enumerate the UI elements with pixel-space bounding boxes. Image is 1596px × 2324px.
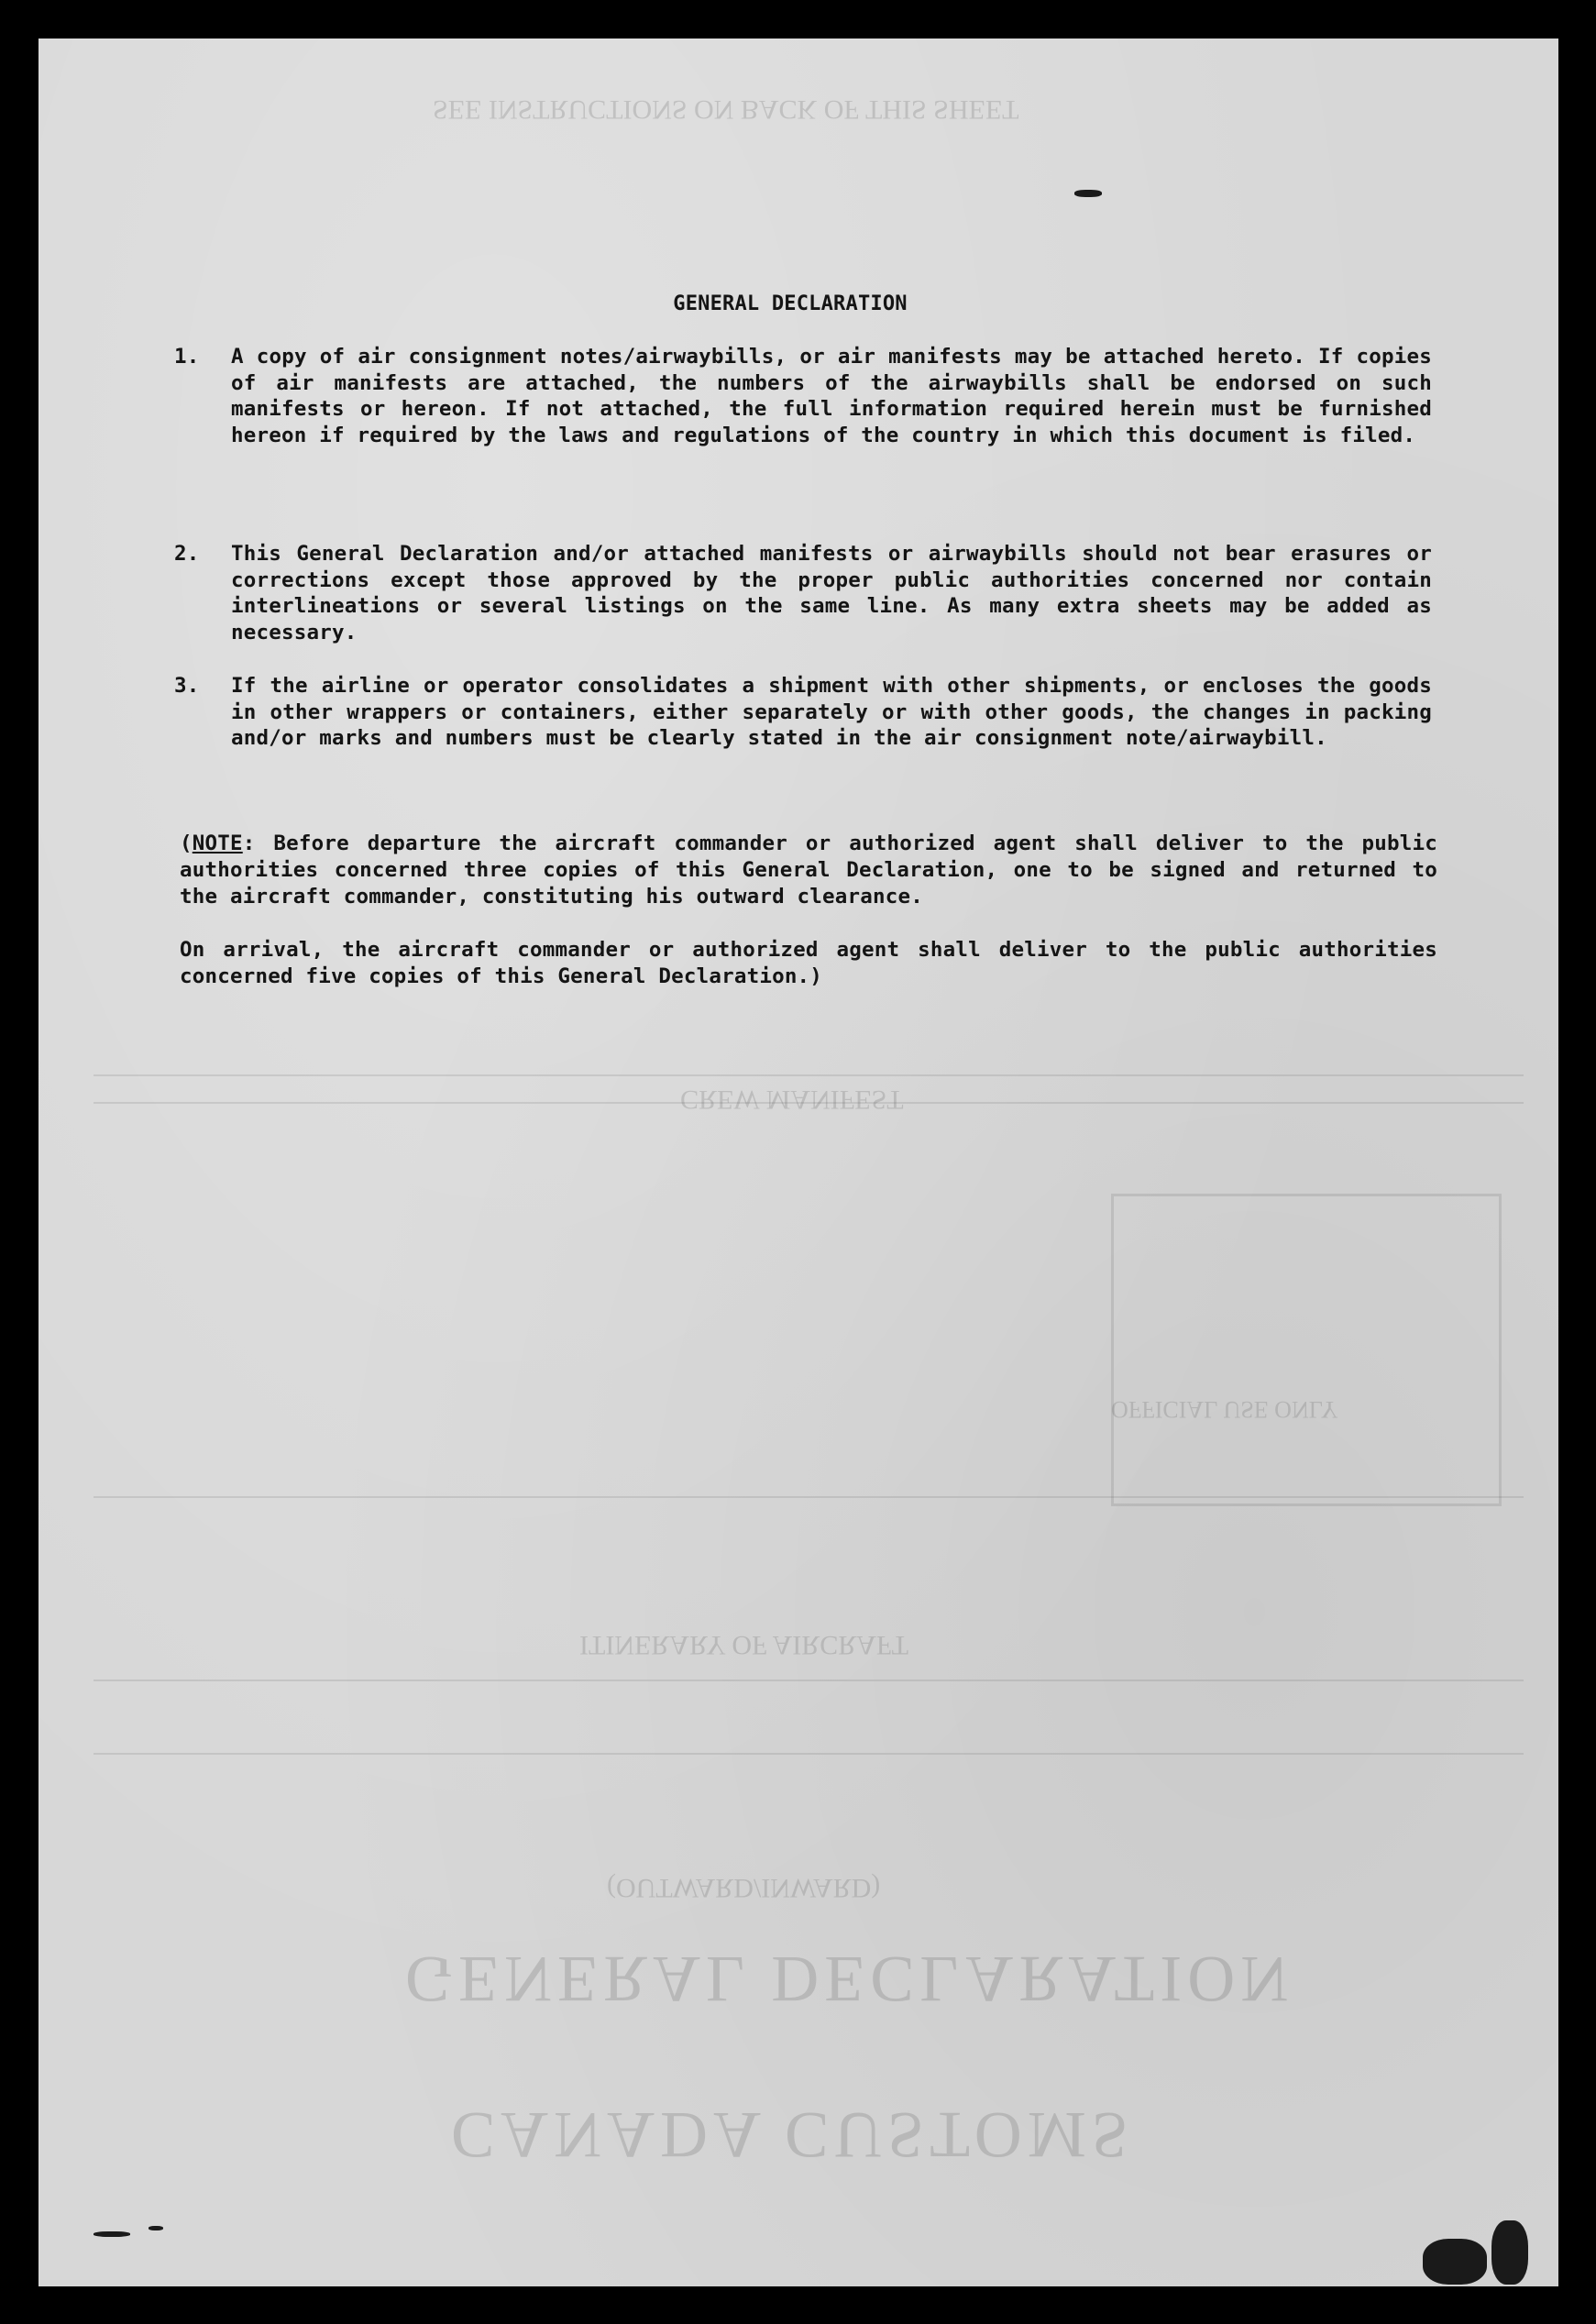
list-item xyxy=(174,541,1432,645)
list-item-number: 2. xyxy=(174,542,200,566)
bleed-through-direction: (OUTWARD/INWARD) xyxy=(607,1873,881,1903)
note-open-paren: ( xyxy=(180,832,193,855)
bleed-through-box xyxy=(1111,1194,1502,1506)
document-page xyxy=(39,39,1558,2286)
bleed-through-rule xyxy=(94,1680,1524,1681)
scan-speck xyxy=(149,2226,163,2230)
list-item-text: If the airline or operator consolidates a shipment with other shipments, or encloses the goods in other wrappers or containers, either separately or with other goods, the changes in packing and/or marks and numbers must be clearly stated in the air consignment note/airwaybill. xyxy=(231,674,1432,751)
list-item xyxy=(174,673,1432,752)
list-item-number: 1. xyxy=(174,345,200,369)
bleed-through-itinerary: ITINERARY OF AIRCRAFT xyxy=(579,1630,908,1660)
list-item-text: This General Declaration and/or attached manifests or airwaybills should not bear erasures or corrections except those approved by the proper public authorities concerned nor contain interlineations or several listings on the same line. As many extra sheets may be added as necessary. xyxy=(231,542,1432,644)
bleed-through-rule xyxy=(94,1102,1524,1104)
bleed-through-instructions: SEE INSTRUCTIONS ON BACK OF THIS SHEET xyxy=(433,94,1019,125)
bleed-through-rule xyxy=(94,1753,1524,1755)
scan-speck xyxy=(1074,190,1102,197)
bleed-through-form-title: GENERAL DECLARATION xyxy=(405,1943,1294,2016)
note-label: NOTE xyxy=(192,832,243,855)
bleed-through-rule xyxy=(94,1074,1524,1076)
bleed-through-crew-manifest: CREW MANIFEST xyxy=(680,1085,904,1115)
bleed-through-official-use: OFFICIAL USE ONLY xyxy=(1111,1396,1338,1423)
note-text: : Before departure the aircraft commander or authorized agent shall deliver to the public authorities concerned three copies of this General Declaration, one to be signed and returned to the aircraft commander, constituting his outward clearance. xyxy=(180,832,1437,909)
note-paragraph xyxy=(180,831,1437,910)
list-item-text: A copy of air consignment notes/airwaybills, or air manifests may be attached hereto. If copies of air manifests are attached, the numbers of the airwaybills shall be endorsed on such manifests or hereon. If not attached, the full information required herein must be furnished hereon if required by the laws and regulations of the country in which this document is filed. xyxy=(231,345,1432,447)
bleed-through-agency: CANADA CUSTOMS xyxy=(451,2098,1134,2172)
scan-speck xyxy=(1423,2239,1487,2285)
arrival-paragraph: On arrival, the aircraft commander or authorized agent shall deliver to the public authorities concerned five copies of this General Declaration.) xyxy=(180,938,1437,988)
list-item-number: 3. xyxy=(174,674,200,698)
scan-speck xyxy=(1491,2220,1528,2285)
list-item xyxy=(174,344,1432,448)
page-title: GENERAL DECLARATION xyxy=(673,292,908,315)
scan-speck xyxy=(94,2231,130,2237)
